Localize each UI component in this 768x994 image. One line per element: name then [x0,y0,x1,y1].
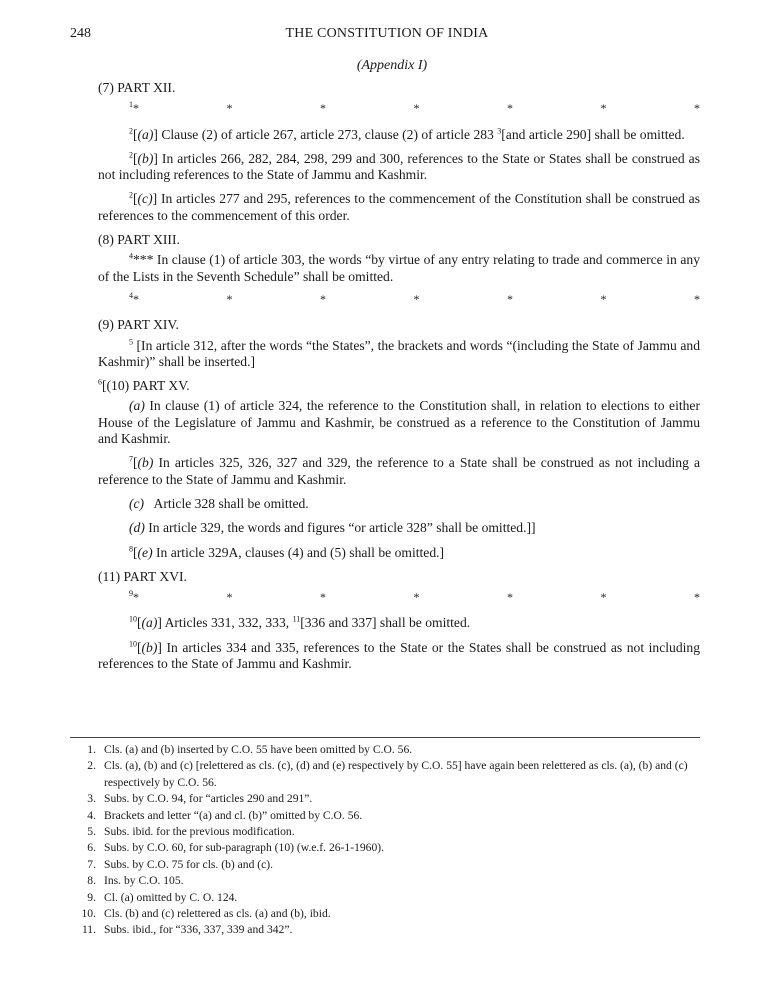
footnote: 4. Brackets and letter “(a) and cl. (b)” omitted by C.O. 56. [87,808,363,822]
paragraph-xiv: $^5$ [In article 312, after the words “the States”, the brackets and words “(including the State of Jammu and Kashmir)” shall be inserted.] [98,337,700,369]
page-number: 248 [70,26,91,41]
footnote: 6. Subs. by C.O. 60, for sub-paragraph (10) (w.e.f. 26-1-1960). [87,841,385,855]
omission-stars: $^9$* * * * * * * [129,589,700,605]
paragraph-xv-b: $^7$[(b) In articles 325, 326, 327 and 329, the reference to a State shall be construed as not including a reference to the State of Jammu and Kashmir. [98,454,700,487]
section-heading-part-xii: (7) PART XII. [98,80,176,95]
footnote: 8. Ins. by C.O. 105. [87,874,184,888]
footnote: 2. Cls. (a), (b) and (c) [relettered as cls. (c), (d) and (e) respectively by C.O. 55] have again been relettered as cls. (a), (b) and (c) respectively by C.O. 56. [87,759,688,789]
omission-stars: $^4$* * * * * * * [129,290,700,306]
paragraph-xvi-a: $^{10}$[(a)] Articles 331, 332, 333, $^{11}$[336 and 337] shall be omitted. [129,614,471,631]
footnote: 9. Cl. (a) omitted by C. O. 124. [87,890,238,904]
paragraph-xii-a: $^2$[(a)] Clause (2) of article 267, article 273, clause (2) of article 283 $^3$[and article 290] shall be omitted. [129,126,685,142]
appendix-label: (Appendix I) [356,58,428,73]
footnote: 5. Subs. ibid. for the previous modification. [87,825,295,839]
paragraph-xv-d: (d) In article 329, the words and figures “or article 328” shall be omitted.]] [129,520,536,536]
paragraph-xv-a: (a) In clause (1) of article 324, the reference to the Constitution shall, in relation to elections to either House of the Legislature of Jammu and Kashmir, be construed as a reference to the Constitution of Jammu and Kashmir. [98,398,700,447]
footnote: 3. Subs. by C.O. 94, for “articles 290 and 291”. [87,792,313,806]
paragraph-xii-b: $^2$[(b)] In articles 266, 282, 284, 298, 299 and 300, references to the State or States shall be construed as not including references to the State of Jammu and Kashmir. [98,150,700,183]
paragraph-xii-c: $^2$[(c)] In articles 277 and 295, references to the commencement of the Constitution shall be construed as references to the commencement of this order. [98,190,700,223]
footnote: 7. Subs. by C.O. 75 for cls. (b) and (c). [87,857,274,871]
omission-stars: $^1$* * * * * * * [129,100,700,116]
footnote-divider [70,737,700,738]
paragraph-xv-e: $^8$[(e) In article 329A, clauses (4) and (5) shall be omitted.] [129,544,445,560]
footnote: 1. Cls. (a) and (b) inserted by C.O. 55 have been omitted by C.O. 56. [87,743,413,756]
section-heading-part-xv: $^6$[(10) PART XV. [98,377,190,394]
section-heading-part-xiii: (8) PART XIII. [98,232,180,248]
document-body [98,80,700,680]
paragraph-xv-c: (c) Article 328 shall be omitted. [129,495,309,511]
footnotes [70,742,700,939]
footnote: 11. Subs. ibid., for “336, 337, 339 and 342”. [81,923,293,937]
page-header [70,26,704,46]
paragraph-xiii: $^4$*** In clause (1) of article 303, the words “by virtue of any entry relating to trade and commerce in any of the Lists in the Seventh Schedule” shall be omitted. [98,251,700,284]
footnote: 10. Cls. (b) and (c) relettered as cls. (a) and (b), ibid. [81,907,331,921]
paragraph-xvi-b: $^{10}$[(b)] In articles 334 and 335, references to the State or the States shall be construed as not including references to the State of Jammu and Kashmir. [98,639,700,672]
section-heading-part-xvi: (11) PART XVI. [98,568,187,584]
page-title: THE CONSTITUTION OF INDIA [285,26,489,41]
section-heading-part-xiv: (9) PART XIV. [98,317,179,333]
